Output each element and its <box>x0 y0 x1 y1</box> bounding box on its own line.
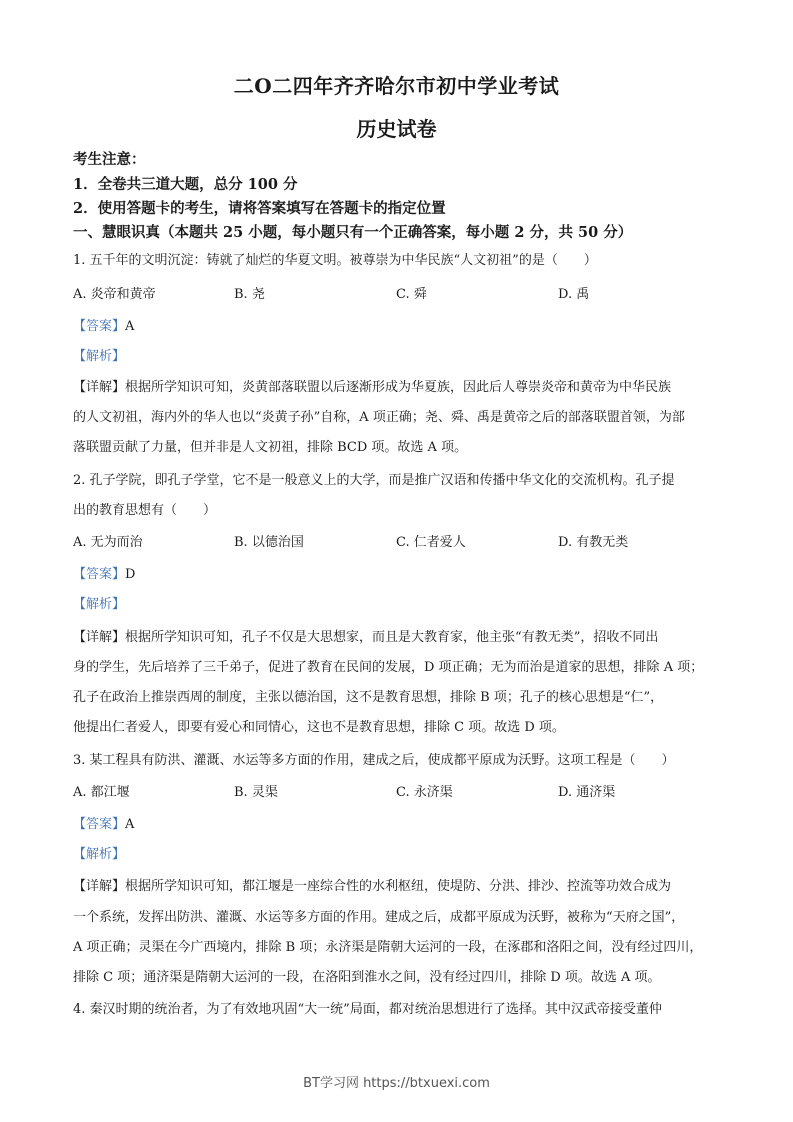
question-3-detail-line-3: A 项正确；灵渠在今广西境内，排除 B 项；永济渠是隋朝大运河的一段，在涿郡和洛阳之间，没有经过四川， <box>73 940 703 955</box>
question-1-detail-line-1 <box>73 376 671 395</box>
notice-item-2: 2．使用答题卡的考生，请将答案填写在答题卡的指定位置 <box>73 200 446 217</box>
question-3-option-d: D. 通济渠 <box>558 785 616 800</box>
question-3-stem: 3. 某工程具有防洪、灌溉、水运等多方面的作用，建成之后，使成都平原成为沃野。这项工程是（ ） <box>73 753 675 768</box>
detail-text: 根据所学知识可知，炎黄部落联盟以后逐渐形成为华夏族，因此后人尊崇炎帝和黄帝为中华民族 <box>125 380 672 395</box>
question-4-stem: 4. 秦汉时期的统治者，为了有效地巩固“大一统”局面，都对统治思想进行了选择。其中汉武帝接受董仲 <box>73 1002 662 1017</box>
question-1-detail-line-3: 落联盟贡献了力量，但并非是人文初祖，排除 BCD 项。故选 A 项。 <box>73 440 468 455</box>
analysis-tag-close: 】 <box>112 349 126 364</box>
exam-title: 二O二四年齐齐哈尔市初中学业考试 <box>233 74 560 98</box>
question-1-answer <box>73 315 134 334</box>
question-2-detail-line-2: 身的学生，先后培养了三千弟子，促进了教育在民间的发展，D 项正确；无为而治是道家的思想，排除 A 项； <box>73 660 704 675</box>
answer-tag-close: 】 <box>112 817 126 832</box>
detail-tag-close: 】 <box>112 380 126 395</box>
analysis-tag-label: 解析 <box>86 847 113 862</box>
detail-tag-open: 【 <box>73 630 87 645</box>
question-1-option-b: B. 尧 <box>234 287 265 302</box>
answer-tag-label: 答案 <box>86 817 113 832</box>
question-1-stem: 1. 五千年的文明沉淀：铸就了灿烂的华夏文明。被尊崇为中华民族“人文初祖”的是（ ） <box>73 253 597 268</box>
analysis-tag-close: 】 <box>112 597 126 612</box>
analysis-tag-label: 解析 <box>86 597 113 612</box>
detail-tag-open: 【 <box>73 879 87 894</box>
question-3-detail-line-4: 排除 C 项；通济渠是隋朝大运河的一段，在洛阳到淮水之间，没有经过四川，排除 D 项。故选 A 项。 <box>73 970 661 985</box>
question-3-analysis-tag <box>73 843 125 862</box>
answer-value: A <box>125 817 135 832</box>
question-2-option-b: B. 以德治国 <box>234 535 304 550</box>
question-2-stem-line-2: 出的教育思想有（ ） <box>73 503 217 518</box>
question-2-detail-line-1 <box>73 626 658 645</box>
question-2-option-a: A. 无为而治 <box>73 535 143 550</box>
question-3-detail-line-1 <box>73 875 671 894</box>
detail-tag-label: 详解 <box>86 630 113 645</box>
analysis-tag-open: 【 <box>73 847 87 862</box>
analysis-tag-open: 【 <box>73 349 87 364</box>
question-2-answer <box>73 563 135 582</box>
answer-tag-close: 】 <box>112 567 126 582</box>
question-2-stem-line-1: 2. 孔子学院，即孔子学堂，它不是一般意义上的大学，而是推广汉语和传播中华文化的交流机构。孔子提 <box>73 473 675 488</box>
question-2-detail-line-3: 孔子在政治上推崇西周的制度，主张以德治国，这不是教育思想，排除 B 项；孔子的核心思想是“仁”， <box>73 690 664 705</box>
question-2-option-d: D. 有教无类 <box>558 535 629 550</box>
question-3-option-b: B. 灵渠 <box>234 785 278 800</box>
question-3-option-a: A. 都江堰 <box>73 785 130 800</box>
notice-heading: 考生注意： <box>73 151 146 168</box>
detail-text: 根据所学知识可知，都江堰是一座综合性的水利枢纽，使堤防、分洪、排沙、控流等功效合成为 <box>125 879 672 894</box>
detail-tag-label: 详解 <box>86 380 113 395</box>
answer-tag-open: 【 <box>73 319 87 334</box>
question-1-analysis-tag <box>73 345 125 364</box>
notice-item-1: 1．全卷共三道大题，总分 100 分 <box>73 176 298 193</box>
answer-value: D <box>125 567 136 582</box>
question-2-option-c: C. 仁者爱人 <box>396 535 466 550</box>
watermark-footer: BT学习网 https://btxuexi.com <box>303 1076 490 1091</box>
answer-tag-open: 【 <box>73 817 87 832</box>
analysis-tag-close: 】 <box>112 847 126 862</box>
question-1-option-a: A. 炎帝和黄帝 <box>73 287 156 302</box>
question-3-option-c: C. 永济渠 <box>396 785 453 800</box>
analysis-tag-label: 解析 <box>86 349 113 364</box>
analysis-tag-open: 【 <box>73 597 87 612</box>
answer-tag-open: 【 <box>73 567 87 582</box>
question-3-detail-line-2: 一个系统，发挥出防洪、灌溉、水运等多方面的作用。建成之后，成都平原成为沃野，被称为“天府之国”， <box>73 910 685 925</box>
detail-text: 根据所学知识可知，孔子不仅是大思想家，而且是大教育家，他主张“有教无类”，招收不同出 <box>125 630 659 645</box>
detail-tag-open: 【 <box>73 380 87 395</box>
answer-tag-label: 答案 <box>86 567 113 582</box>
detail-tag-label: 详解 <box>86 879 113 894</box>
exam-subtitle: 历史试卷 <box>356 117 437 141</box>
question-1-option-d: D. 禹 <box>558 287 590 302</box>
question-1-detail-line-2: 的人文初祖，海内外的华人也以“炎黄子孙”自称，A 项正确；尧、舜、禹是黄帝之后的部落联盟首领，为部 <box>73 410 685 425</box>
question-3-answer <box>73 813 134 832</box>
answer-tag-label: 答案 <box>86 319 113 334</box>
question-2-analysis-tag <box>73 593 125 612</box>
detail-tag-close: 】 <box>112 879 126 894</box>
answer-value: A <box>125 319 135 334</box>
section-heading: 一、慧眼识真（本题共 25 小题，每小题只有一个正确答案，每小题 2 分，共 50 分） <box>73 224 633 241</box>
answer-tag-close: 】 <box>112 319 126 334</box>
detail-tag-close: 】 <box>112 630 126 645</box>
question-2-detail-line-4: 他提出仁者爱人，即要有爱心和同情心，这也不是教育思想，排除 C 项。故选 D 项。 <box>73 720 565 735</box>
question-1-option-c: C. 舜 <box>396 287 427 302</box>
